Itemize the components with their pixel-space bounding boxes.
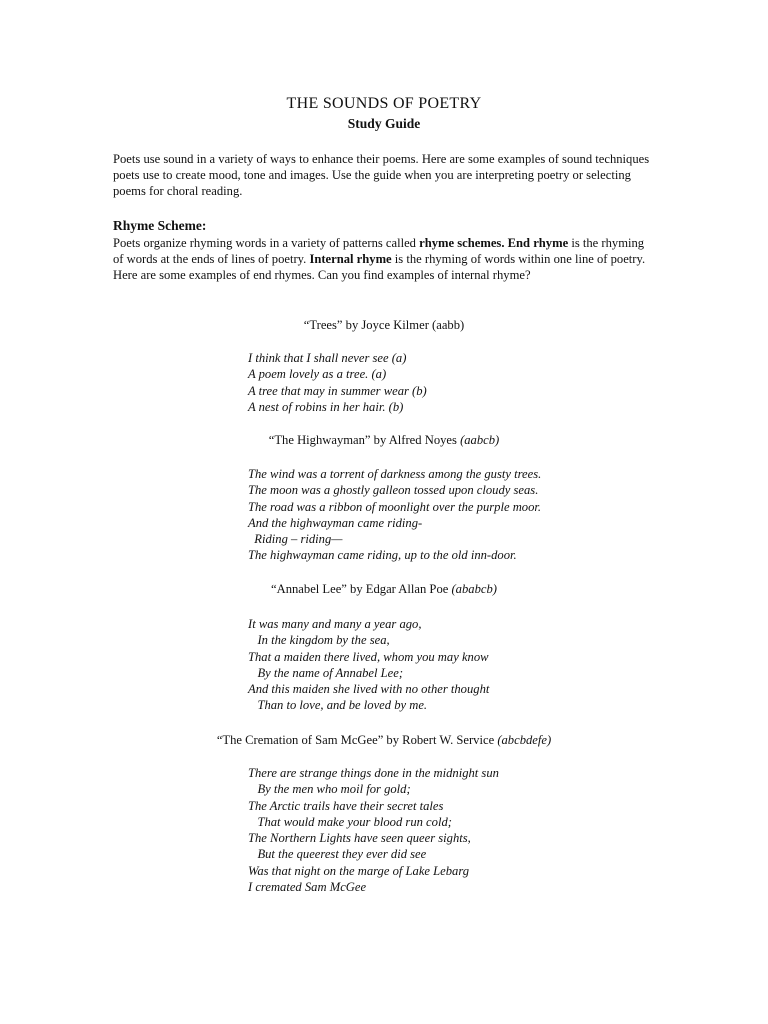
rhyme-scheme-heading: Rhyme Scheme: [113, 218, 207, 233]
poem-line: And this maiden she lived with no other thought [248, 682, 490, 697]
poem-line: The road was a ribbon of moonlight over the purple moor. [248, 499, 542, 514]
poem-line: Was that night on the marge of Lake Lebarg [248, 863, 470, 878]
poem-heading-annabel-lee [0, 582, 768, 597]
poem-line: I cremated Sam McGee [248, 880, 367, 895]
poem-line: But the queerest they ever did see [248, 847, 427, 862]
poem-scheme: (abcbdefe) [497, 733, 552, 747]
rhyme-text: is the rhyming of words at the ends of lines of poetry. [113, 236, 645, 266]
poem-scheme: (ababcb) [451, 582, 497, 596]
poem-line: A poem lovely as a tree. (a) [248, 367, 387, 382]
poem-line: Than to love, and be loved by me. [248, 698, 428, 713]
poem-line: I think that I shall never see (a) [248, 351, 407, 365]
poem-line: It was many and many a year ago, [248, 617, 422, 631]
poem-title: “The Cremation of Sam McGee” by Robert W. Service [216, 733, 498, 747]
poem-line: The Northern Lights have seen queer sights, [248, 831, 471, 846]
poem-heading-highwayman [0, 433, 768, 448]
poem-line: And the highwayman came riding- [248, 515, 423, 530]
rhyme-bold-term: End rhyme [507, 236, 569, 250]
poem-line: A nest of robins in her hair. (b) [248, 399, 404, 414]
poem-title: “Trees” by Joyce Kilmer (aabb) [303, 318, 465, 332]
poem-excerpt-sam-mcgee [248, 765, 499, 895]
poem-line: The wind was a torrent of darkness among the gusty trees. [248, 467, 542, 481]
poem-line: The moon was a ghostly galleon tossed upon cloudy seas. [248, 483, 539, 498]
rhyme-bold-term: rhyme schemes. [419, 236, 505, 250]
poem-title: “The Highwayman” by Alfred Noyes [268, 433, 461, 447]
poem-excerpt-highwayman [248, 466, 541, 564]
intro-paragraph: Poets use sound in a variety of ways to enhance their poems. Here are some examples of sound techniques poets use to create mood, tone and images. Use the guide when you are interpreting poetry or selecting poems for choral reading. [113, 152, 650, 198]
poem-line: That would make your blood run cold; [248, 814, 452, 829]
poem-heading-trees [0, 318, 768, 333]
poem-excerpt-trees [248, 350, 427, 415]
poem-line: That a maiden there lived, whom you may know [248, 649, 489, 664]
poem-line: By the men who moil for gold; [248, 782, 411, 797]
rhyme-scheme-paragraph [113, 235, 653, 283]
poem-line: Riding – riding— [248, 532, 343, 547]
poem-line: There are strange things done in the midnight sun [248, 766, 499, 780]
page-title: THE SOUNDS OF POETRY [286, 95, 482, 112]
poem-line: A tree that may in summer wear (b) [248, 383, 427, 398]
poem-scheme: (aabcb) [460, 433, 500, 447]
poem-excerpt-annabel-lee [248, 616, 489, 714]
poem-line: By the name of Annabel Lee; [248, 665, 404, 680]
page-subtitle: Study Guide [347, 116, 421, 131]
poem-line: The highwayman came riding, up to the old inn-door. [248, 548, 517, 563]
poem-line: In the kingdom by the sea, [248, 633, 390, 648]
rhyme-text: is the rhyming of words within one line of poetry. Here are some examples of end rhymes. Can you find examples of internal rhyme? [113, 252, 646, 282]
rhyme-bold-term: Internal rhyme [309, 252, 392, 266]
poem-heading-sam-mcgee [0, 733, 768, 748]
poem-title: “Annabel Lee” by Edgar Allan Poe [271, 582, 452, 596]
poem-line: The Arctic trails have their secret tales [248, 798, 444, 813]
rhyme-text: Poets organize rhyming words in a variety of patterns called [113, 236, 420, 250]
